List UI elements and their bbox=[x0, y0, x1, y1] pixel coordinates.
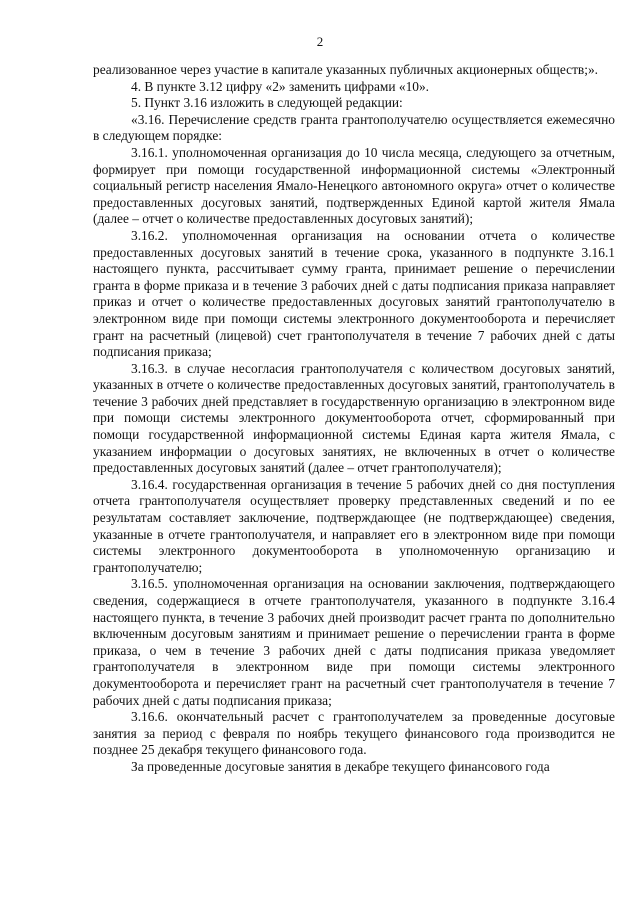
paragraph-3-16-5: 3.16.5. уполномоченная организация на основании заключения, подтверждающего сведения, содержащиеся в отчете грантополучателя, указанного в подпункте 3.16.4 настоящего пункта, в течение 3 рабочих дней производит расчет гранта по дополнительно включенным досуговым занятиям и принимает решение о перечислении гранта в форме приказа, о чем в течение 3 рабочих дней с даты подписания приказа уведомляет грантополучателя в электронном виде при помощи системы электронного документооборота и перечисляет грант на расчетный счет грантополучателя в течение 7 рабочих дней с даты подписания приказа; bbox=[93, 576, 615, 708]
paragraph-3-16-4: 3.16.4. государственная организация в течение 5 рабочих дней со дня поступления отчета грантополучателя осуществляет проверку представленных сведений и по ее результатам составляет заключение, подтверждающее (не подтверждающее) сведения, указанные в отчете грантополучателя, и направляет его в электронном виде при помощи системы электронного документооборота в уполномоченную организацию и грантополучателю; bbox=[93, 476, 615, 575]
paragraph-3-16: «3.16. Перечисление средств гранта грантополучателю осуществляется ежемесячно в следующем порядке: bbox=[93, 111, 615, 144]
paragraph-3-16-6: 3.16.6. окончательный расчет с грантополучателем за проведенные досуговые занятия за период с февраля по ноябрь текущего финансового года производится не позднее 25 декабря текущего финансового года. bbox=[93, 709, 615, 758]
paragraph-continuation: реализованное через участие в капитале указанных публичных акционерных обществ;». bbox=[93, 62, 599, 77]
document-body bbox=[93, 62, 615, 776]
paragraph-item-5: 5. Пункт 3.16 изложить в следующей редакции: bbox=[131, 95, 403, 111]
paragraph-3-16-3: 3.16.3. в случае несогласия грантополучателя с количеством досуговых занятий, указанных в отчете о количестве предоставленных досуговых занятий, грантополучатель в течение 3 рабочих дней представляет в государственную организацию в электронном виде при помощи системы электронного документооборота отчет, сформированный при помощи государственной информационной системы Единая карта жителя Ямала, с указанием информации о досуговых занятиях, не включенных в отчет о количестве предоставленных досуговых занятий (далее – отчет грантополучателя); bbox=[93, 360, 615, 476]
paragraph-december: За проведенные досуговые занятия в декабре текущего финансового года bbox=[131, 758, 550, 774]
paragraph-item-4: 4. В пункте 3.12 цифру «2» заменить цифрами «10». bbox=[131, 78, 430, 94]
paragraph-3-16-1: 3.16.1. уполномоченная организация до 10 числа месяца, следующего за отчетным, формирует при помощи государственной информационной системы «Электронный социальный регистр населения Ямало-Ненецкого автономного округа» отчет о количестве предоставленных досуговых занятий, подтвержденных Единой картой жителя Ямала (далее – отчет о количестве предоставленных досуговых занятий); bbox=[93, 144, 615, 227]
page-number: 2 bbox=[316, 34, 324, 49]
paragraph-3-16-2: 3.16.2. уполномоченная организация на основании отчета о количестве предоставленных досуговых занятий в течение срока, указанного в подпункте 3.16.1 настоящего пункта, рассчитывает сумму гранта, принимает решение о перечислении гранта в форме приказа и в течение 3 рабочих дней с даты подписания приказа направляет приказ и отчет о количестве предоставленных досуговых занятий грантополучателю в электронном виде при помощи системы электронного документооборота и перечисляет грант на расчетный (лицевой) счет грантополучателя в течение 7 рабочих дней с даты подписания приказа; bbox=[93, 227, 615, 360]
